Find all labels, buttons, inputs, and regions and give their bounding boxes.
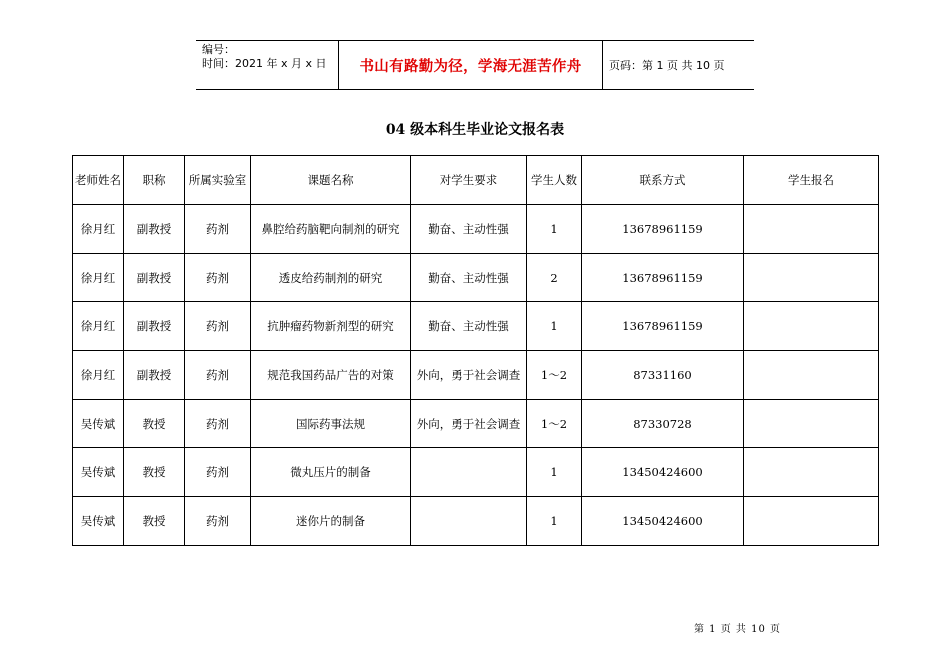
- cell-requirement: 外向，勇于社会调查: [411, 399, 527, 448]
- cell-contact: 87331160: [582, 351, 744, 400]
- cell-requirement: 勤奋、主动性强: [411, 302, 527, 351]
- cell-topic: 迷你片的制备: [251, 497, 411, 546]
- cell-rank: 副教授: [124, 351, 185, 400]
- cell-lab: 药剂: [185, 497, 251, 546]
- cell-count: 1: [527, 205, 582, 254]
- cell-topic: 微丸压片的制备: [251, 448, 411, 497]
- table-row: [73, 205, 879, 254]
- cell-contact: 13678961159: [582, 302, 744, 351]
- column-header-topic: 课题名称: [251, 156, 411, 205]
- column-header-contact: 联系方式: [582, 156, 744, 205]
- document-title: 04 级本科生毕业论文报名表: [385, 122, 565, 138]
- cell-contact: 13450424600: [582, 497, 744, 546]
- signup-table: [72, 155, 879, 546]
- cell-teacher: 吴传斌: [73, 448, 124, 497]
- cell-teacher: 徐月红: [73, 253, 124, 302]
- page-header: [196, 40, 754, 90]
- table-row: [73, 399, 879, 448]
- cell-count: 1: [527, 448, 582, 497]
- cell-lab: 药剂: [185, 302, 251, 351]
- cell-lab: 药剂: [185, 448, 251, 497]
- cell-rank: 教授: [124, 448, 185, 497]
- cell-signup[interactable]: [744, 253, 879, 302]
- cell-contact: 13678961159: [582, 205, 744, 254]
- cell-count: 1: [527, 497, 582, 546]
- cell-rank: 副教授: [124, 253, 185, 302]
- cell-rank: 教授: [124, 399, 185, 448]
- table-row: [73, 448, 879, 497]
- cell-count: 1: [527, 302, 582, 351]
- cell-topic: 国际药事法规: [251, 399, 411, 448]
- table-header-row: [73, 156, 879, 205]
- cell-contact: 13450424600: [582, 448, 744, 497]
- table-row: [73, 253, 879, 302]
- cell-signup[interactable]: [744, 448, 879, 497]
- cell-count: 1～2: [527, 351, 582, 400]
- cell-requirement: 勤奋、主动性强: [411, 205, 527, 254]
- page-footer: 第 1 页 共 10 页: [694, 624, 781, 635]
- cell-lab: 药剂: [185, 253, 251, 302]
- cell-requirement: 勤奋、主动性强: [411, 253, 527, 302]
- time-label: 时间：2021 年 x 月 x 日: [202, 57, 327, 70]
- cell-requirement: [411, 448, 527, 497]
- column-header-lab: 所属实验室: [185, 156, 251, 205]
- header-slogan: 书山有路勤为径，学海无涯苦作舟: [339, 41, 603, 89]
- cell-teacher: 吴传斌: [73, 399, 124, 448]
- cell-contact: 87330728: [582, 399, 744, 448]
- cell-topic: 规范我国药品广告的对策: [251, 351, 411, 400]
- column-header-rank: 职称: [124, 156, 185, 205]
- table-row: [73, 351, 879, 400]
- cell-lab: 药剂: [185, 351, 251, 400]
- cell-teacher: 徐月红: [73, 205, 124, 254]
- cell-rank: 副教授: [124, 205, 185, 254]
- cell-signup[interactable]: [744, 497, 879, 546]
- cell-signup[interactable]: [744, 351, 879, 400]
- column-header-teacher: 老师姓名: [73, 156, 124, 205]
- cell-signup[interactable]: [744, 205, 879, 254]
- header-page-code: 页码：第 1 页 共 10 页: [609, 59, 725, 72]
- cell-rank: 副教授: [124, 302, 185, 351]
- cell-signup[interactable]: [744, 399, 879, 448]
- cell-lab: 药剂: [185, 399, 251, 448]
- cell-teacher: 徐月红: [73, 302, 124, 351]
- cell-count: 1～2: [527, 399, 582, 448]
- cell-teacher: 徐月红: [73, 351, 124, 400]
- cell-contact: 13678961159: [582, 253, 744, 302]
- cell-count: 2: [527, 253, 582, 302]
- cell-signup[interactable]: [744, 302, 879, 351]
- table-row: [73, 497, 879, 546]
- column-header-requirement: 对学生要求: [411, 156, 527, 205]
- cell-requirement: 外向，勇于社会调查: [411, 351, 527, 400]
- cell-lab: 药剂: [185, 205, 251, 254]
- cell-teacher: 吴传斌: [73, 497, 124, 546]
- cell-topic: 抗肿瘤药物新剂型的研究: [251, 302, 411, 351]
- serial-label: 编号：: [202, 43, 235, 56]
- cell-requirement: [411, 497, 527, 546]
- cell-topic: 鼻腔给药脑靶向制剂的研究: [251, 205, 411, 254]
- column-header-signup: 学生报名: [744, 156, 879, 205]
- table-row: [73, 302, 879, 351]
- cell-topic: 透皮给药制剂的研究: [251, 253, 411, 302]
- column-header-count: 学生人数: [527, 156, 582, 205]
- header-meta: [196, 41, 339, 89]
- cell-rank: 教授: [124, 497, 185, 546]
